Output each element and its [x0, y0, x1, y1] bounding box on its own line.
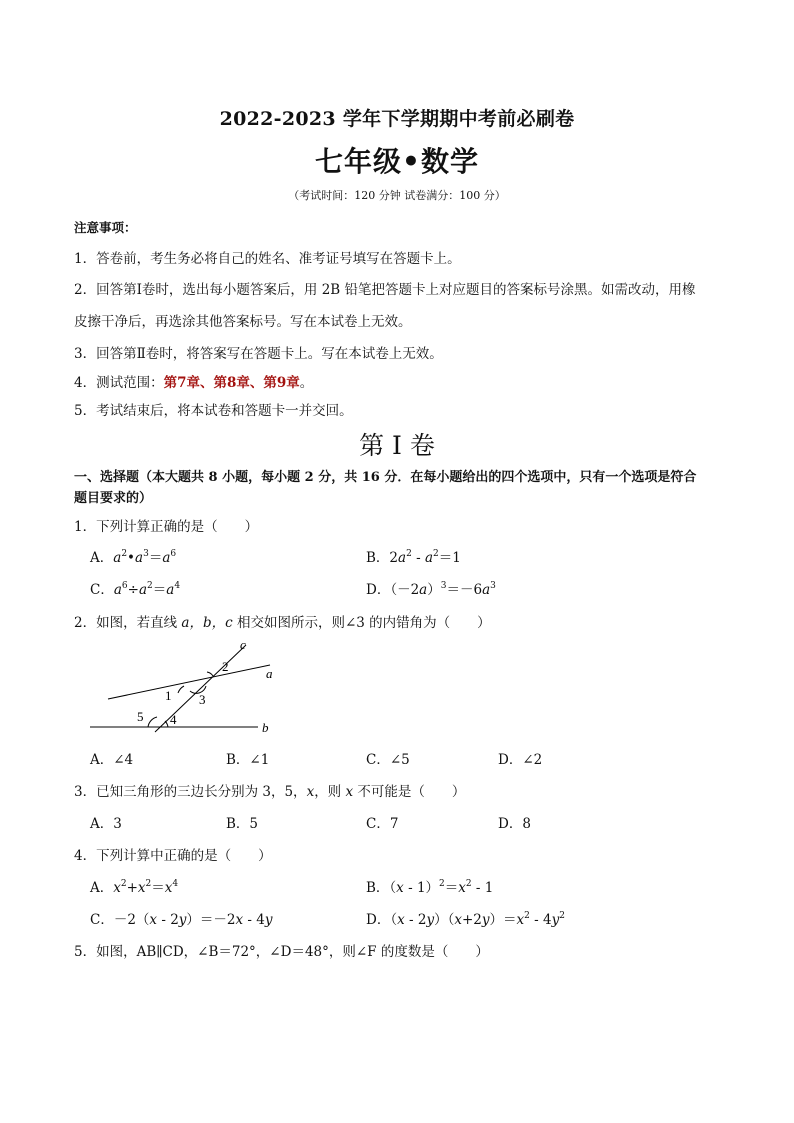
- q4-option-a: A．$x^2+x^2=x^4$: [90, 879, 179, 896]
- note-item-2-line-2: 皮擦干净后，再选涂其他答案标号。写在本试卷上无效。: [74, 314, 412, 330]
- label-a: a: [266, 666, 273, 681]
- note-item-3: 3．回答第Ⅱ卷时，将答案写在答题卡上。写在本试卷上无效。: [74, 346, 443, 362]
- note-item-1: 1．答卷前，考生务必将自己的姓名、准考证号填写在答题卡上。: [74, 251, 461, 267]
- q4-option-c: C．－2（x - 2y）＝－2x - 4y: [90, 912, 273, 928]
- angle-2-arc: [207, 672, 213, 676]
- label-c: c: [240, 637, 246, 652]
- label-b: b: [262, 720, 269, 735]
- label-angle-4: 4: [170, 712, 177, 727]
- q2-option-b: B．∠1: [226, 752, 270, 768]
- q4-stem: 4．下列计算中正确的是（ ）: [74, 848, 272, 864]
- line-a: [108, 665, 270, 699]
- label-angle-3: 3: [199, 692, 206, 707]
- note-item-2-line-1: 2．回答第Ⅰ卷时，选出每小题答案后，用 2B 铅笔把答题卡上对应题目的答案标号涂黑。如需改动，用橡: [74, 282, 696, 298]
- exam-subject: 七年级•数学: [315, 145, 479, 178]
- q1-stem: 1．下列计算正确的是（ ）: [74, 519, 259, 535]
- part1-heading-line-2: 题目要求的）: [74, 491, 153, 506]
- q2-option-a: A．∠4: [90, 752, 134, 768]
- q1-option-c: C．$a^6\div a^2=a^4$: [90, 581, 181, 598]
- angle-5-arc: [148, 717, 157, 727]
- q3-option-d: D．8: [498, 816, 531, 832]
- q5-stem: 5．如图，AB∥CD，∠B＝72°，∠D＝48°，则∠F 的度数是（ ）: [74, 944, 489, 960]
- q1-option-d: D．$(-2a)^3=-6a^3$: [366, 581, 496, 598]
- section-title: 第 I 卷: [359, 431, 435, 460]
- q3-option-a: A．3: [90, 816, 122, 832]
- q3-stem: 3．已知三角形的三边长分别为 3，5，x，则 x 不可能是（ ）: [74, 784, 466, 800]
- q2-stem: 2．如图，若直线 a，b，c 相交如图所示，则∠3 的内错角为（ ）: [74, 615, 491, 631]
- note-item-4: [74, 371, 313, 391]
- test-range: 第7章、第8章、第9章: [163, 375, 300, 391]
- q4-option-d: D．$(x - 2y)(x+2y)=x^2 - 4y^2$: [366, 911, 565, 928]
- part1-heading-line-1: 一、选择题（本大题共 8 小题，每小题 2 分，共 16 分．在每小题给出的四个选项中，只有一个选项是符合: [74, 470, 697, 485]
- notes-title: 注意事项：: [74, 220, 137, 235]
- q3-option-b: B．5: [226, 816, 259, 832]
- q1-option-b: B．$2a^2 - a^2=1$: [366, 549, 461, 566]
- q2-figure: [80, 636, 290, 736]
- exam-title: 2022-2023 学年下学期期中考前必刷卷: [219, 108, 575, 130]
- note-item-4-suffix: 。: [299, 375, 314, 391]
- q4-option-b: B．$(x - 1)^2=x^2 - 1$: [366, 879, 494, 896]
- note-item-4-prefix: 4．测试范围：: [74, 375, 164, 391]
- q2-option-d: D．∠2: [498, 752, 543, 768]
- note-item-5: 5．考试结束后，将本试卷和答题卡一并交回。: [74, 403, 353, 419]
- q3-option-c: C．7: [366, 816, 399, 832]
- angle-4-arc: [165, 721, 168, 727]
- label-angle-5: 5: [137, 709, 144, 724]
- q1-option-a: A．$a^2•a^3=a^6$: [90, 549, 177, 566]
- label-angle-1: 1: [165, 688, 172, 703]
- label-angle-2: 2: [222, 659, 229, 674]
- angle-1-arc: [178, 686, 184, 693]
- exam-info: （考试时间：120 分钟 试卷满分：100 分）: [288, 189, 506, 202]
- q2-option-c: C．∠5: [366, 752, 410, 768]
